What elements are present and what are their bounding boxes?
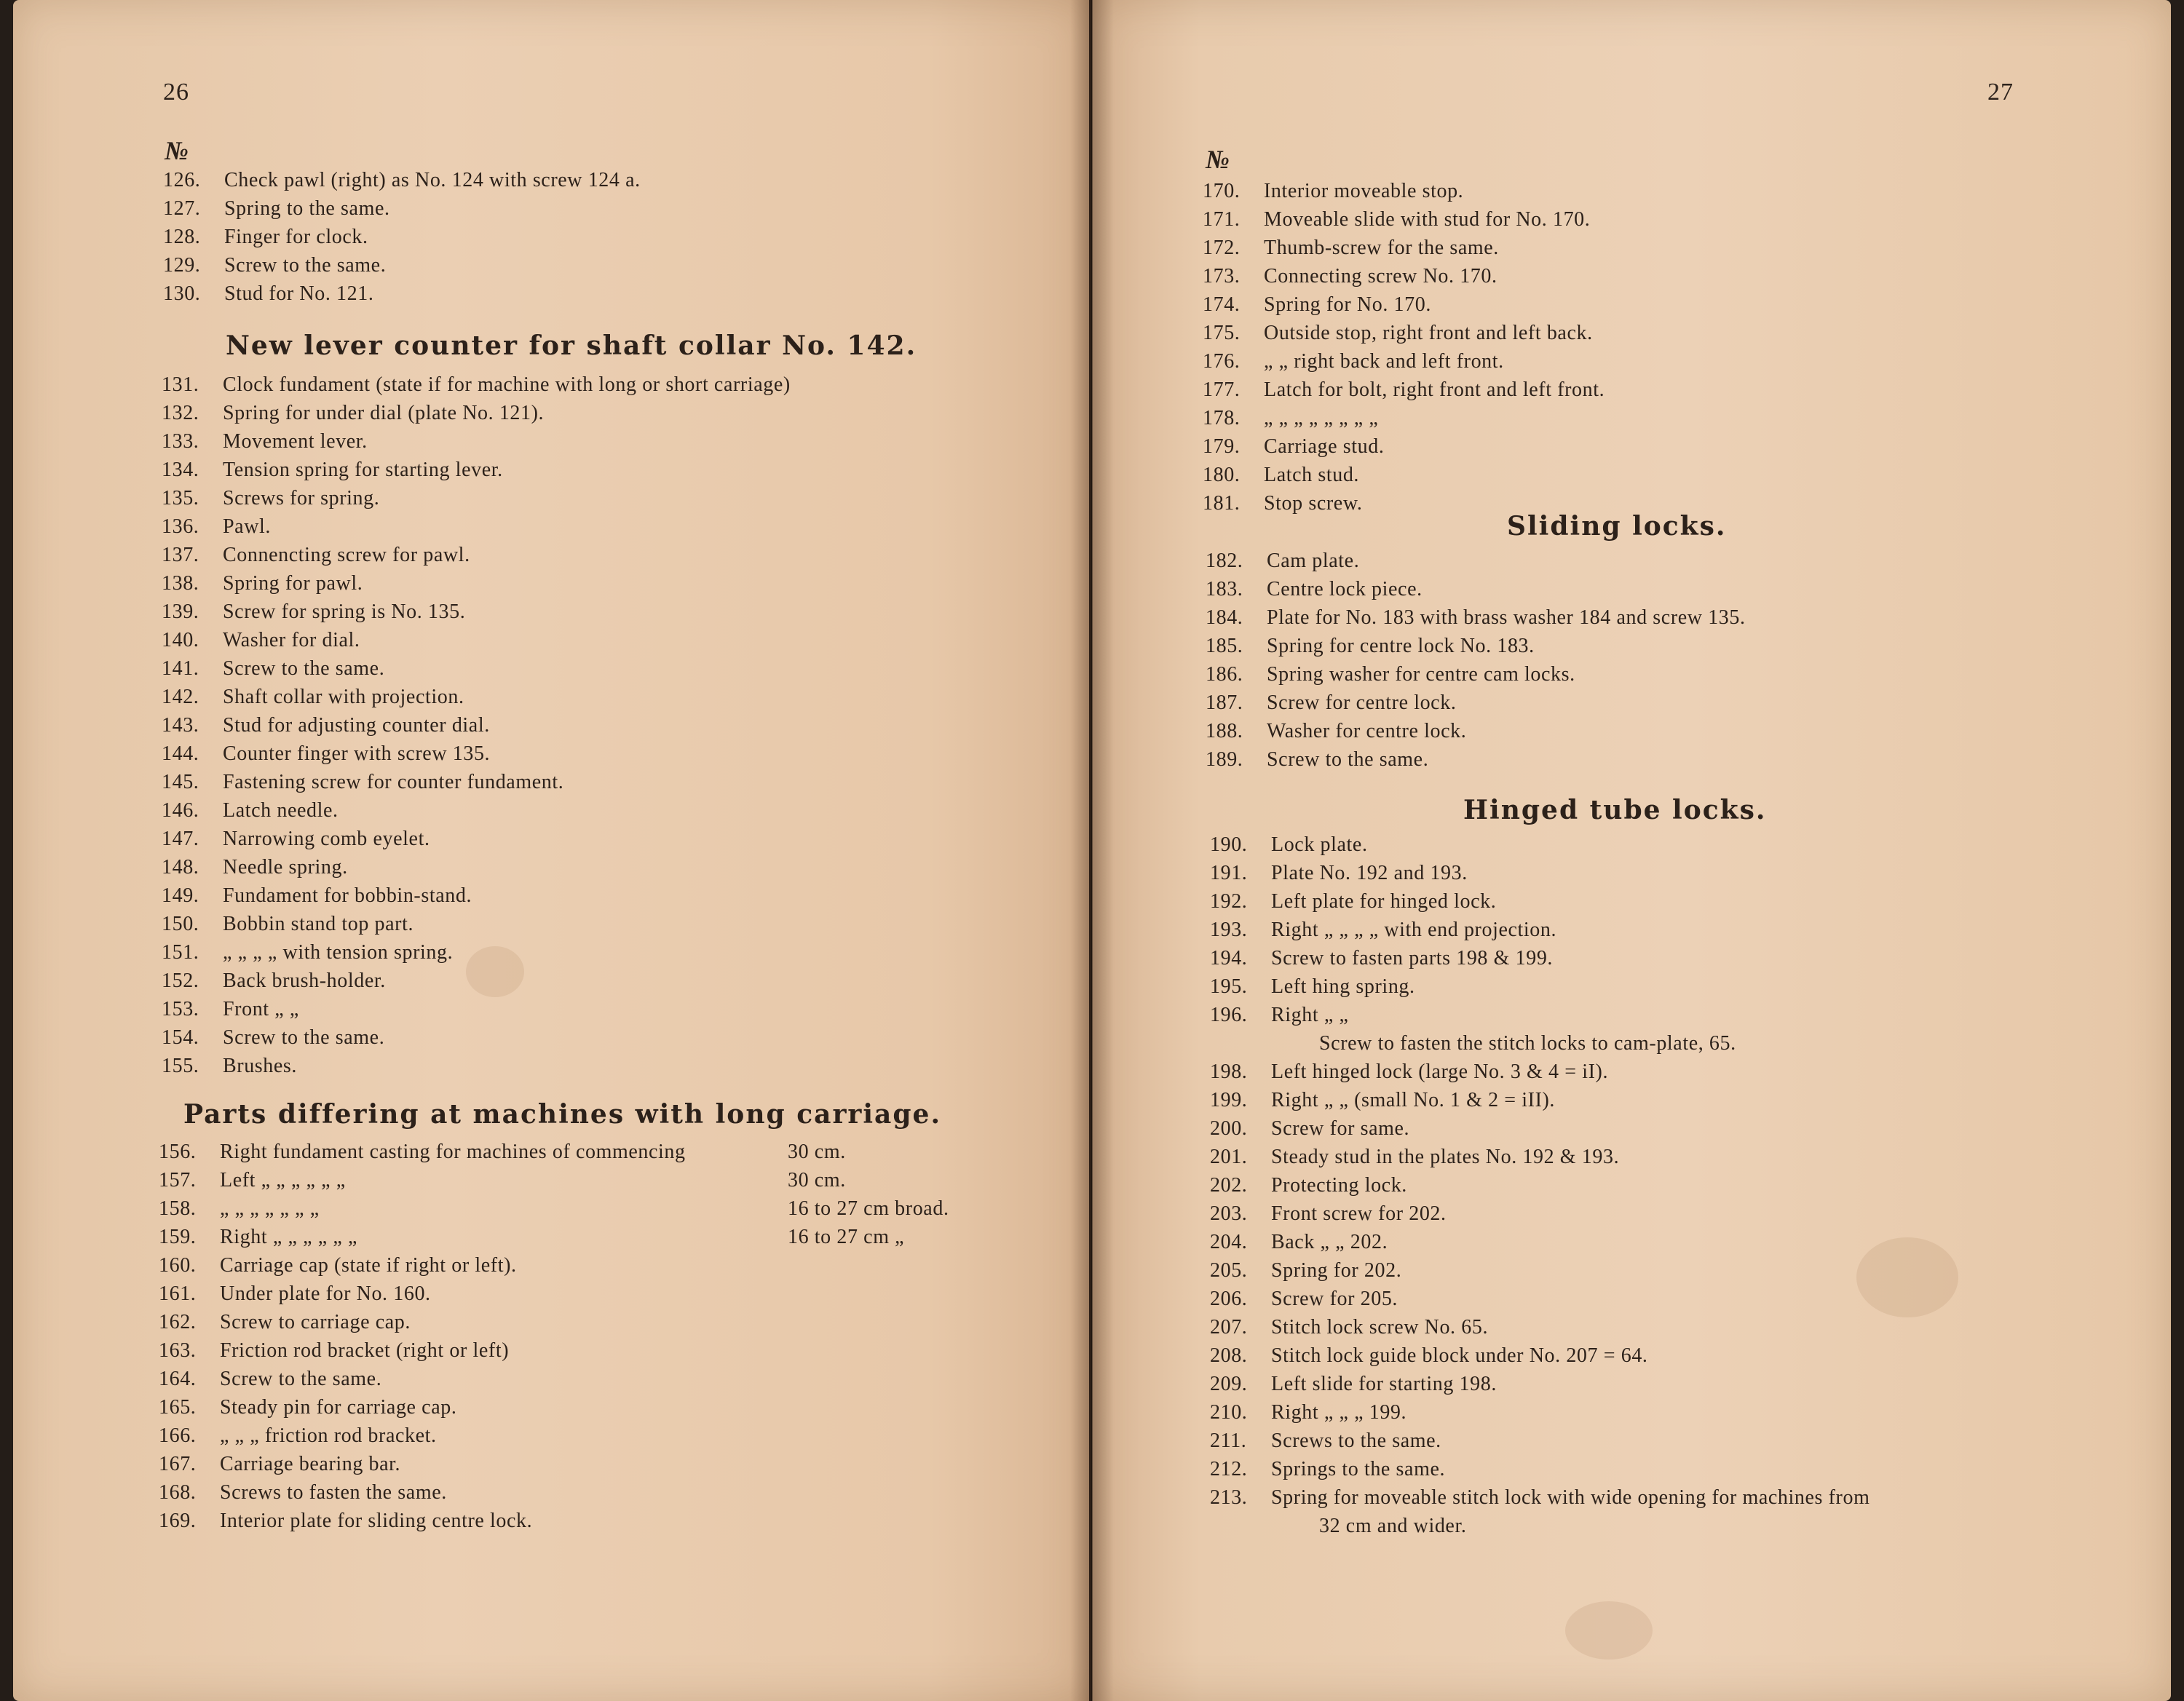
item-description: Pawl. <box>223 515 271 538</box>
list-item <box>162 400 1057 427</box>
item-number: 179. <box>1203 435 1241 458</box>
item-number: 167. <box>159 1453 197 1475</box>
item-description: „ „ „ friction rod bracket. <box>220 1424 437 1447</box>
item-number: 144. <box>162 742 199 765</box>
item-description: Clock fundament (state if for machine with long or short carriage) <box>223 373 791 396</box>
item-description: Latch needle. <box>223 799 339 822</box>
item-number: 152. <box>162 970 199 992</box>
item-description: Screw to the same. <box>1267 748 1429 771</box>
item-description: Fastening screw for counter fundament. <box>223 771 564 793</box>
list-item <box>1210 831 2047 859</box>
list-item <box>162 1052 1057 1080</box>
item-description: Right „ „ (small No. 1 & 2 = iII). <box>1271 1089 1556 1111</box>
list-item <box>1210 1229 2047 1256</box>
item-size: 16 to 27 cm broad. <box>788 1197 949 1220</box>
item-description: Springs to the same. <box>1271 1458 1446 1480</box>
item-description: Tension spring for starting lever. <box>223 459 503 481</box>
item-number: 175. <box>1203 322 1241 344</box>
item-number: 165. <box>159 1396 197 1419</box>
item-description: Interior plate for sliding centre lock. <box>220 1510 533 1532</box>
list-item <box>159 1252 1069 1280</box>
item-description: Screw for spring is No. 135. <box>223 600 466 623</box>
list-item <box>1210 1427 2047 1455</box>
list-item <box>1206 746 2079 774</box>
item-description: Check pawl (right) as No. 124 with screw 124 a. <box>224 169 641 191</box>
item-number: 188. <box>1206 720 1243 742</box>
item-description: Thumb-screw for the same. <box>1264 237 1499 259</box>
item-description: Right fundament casting for machines of commencing <box>220 1141 686 1163</box>
list-item <box>162 570 1057 598</box>
item-number: 137. <box>162 544 199 566</box>
item-number: 176. <box>1203 350 1241 373</box>
list-item <box>1210 1314 2047 1341</box>
list-item <box>1203 291 2076 319</box>
item-description: Spring to the same. <box>224 197 390 220</box>
item-description: Screw to the same. <box>223 657 385 680</box>
item-number: 147. <box>162 828 199 850</box>
list-item <box>159 1195 1069 1223</box>
list-item <box>162 854 1057 881</box>
item-number: 154. <box>162 1026 199 1049</box>
list-item <box>163 252 1037 279</box>
list-item <box>163 195 1037 223</box>
item-number: 134. <box>162 459 199 481</box>
item-number: 159. <box>159 1226 197 1248</box>
list-item <box>1210 1172 2047 1200</box>
item-number: 171. <box>1203 208 1241 231</box>
item-number: 166. <box>159 1424 197 1447</box>
list-item <box>1210 1087 2047 1114</box>
list-item <box>159 1309 1069 1336</box>
item-description: Screw to the same. <box>220 1368 382 1390</box>
item-number: 126. <box>163 169 201 191</box>
item-number: 213. <box>1210 1486 1248 1509</box>
item-number: 155. <box>162 1055 199 1077</box>
item-description: Right „ „ „ „ „ „ <box>220 1226 358 1248</box>
list-item <box>159 1451 1069 1478</box>
page-number-right: 27 <box>1987 79 2014 106</box>
list-item <box>162 996 1057 1023</box>
item-number: 138. <box>162 572 199 595</box>
item-number: 168. <box>159 1481 197 1504</box>
section-heading-sliding-locks: Sliding locks. <box>1507 511 1727 542</box>
item-number: 187. <box>1206 691 1243 714</box>
item-number: 136. <box>162 515 199 538</box>
item-number: 209. <box>1210 1373 1248 1395</box>
item-description: Steady pin for carriage cap. <box>220 1396 457 1419</box>
item-number: 195. <box>1210 975 1248 998</box>
item-description: „ „ right back and left front. <box>1264 350 1504 373</box>
item-number: 207. <box>1210 1316 1248 1339</box>
list-item <box>1210 1200 2047 1228</box>
list-item <box>159 1167 1069 1194</box>
item-number: 163. <box>159 1339 197 1362</box>
item-description: Screw to the same. <box>223 1026 385 1049</box>
list-item <box>159 1337 1069 1365</box>
list-item <box>1210 1342 2047 1370</box>
list-item <box>1210 1512 2047 1540</box>
list-item <box>163 223 1037 251</box>
item-number: 131. <box>162 373 199 396</box>
item-number: 164. <box>159 1368 197 1390</box>
section-heading-long-carriage: Parts differing at machines with long carriage. <box>183 1099 941 1130</box>
list-item <box>159 1224 1069 1251</box>
list-item <box>162 456 1057 484</box>
list-item <box>1206 576 2079 603</box>
list-item <box>163 280 1037 308</box>
item-description: Right „ „ <box>1271 1004 1349 1026</box>
item-number: 161. <box>159 1282 197 1305</box>
item-description: Connecting screw No. 170. <box>1264 265 1497 288</box>
item-description: Narrowing comb eyelet. <box>223 828 430 850</box>
book-gutter <box>1070 0 1114 1701</box>
item-number: 191. <box>1210 862 1248 884</box>
item-description: Back „ „ 202. <box>1271 1231 1388 1253</box>
item-number: 139. <box>162 600 199 623</box>
item-description: Protecting lock. <box>1271 1174 1407 1197</box>
list-item <box>1210 1371 2047 1398</box>
item-description: Shaft collar with projection. <box>223 686 464 708</box>
list-item <box>159 1365 1069 1393</box>
item-description: Back brush-holder. <box>223 970 386 992</box>
item-description: Screw to carriage cap. <box>220 1311 411 1333</box>
item-description: Latch stud. <box>1264 464 1360 486</box>
item-description: Outside stop, right front and left back. <box>1264 322 1593 344</box>
list-item <box>162 598 1057 626</box>
list-item <box>1210 1002 2047 1029</box>
item-number: 143. <box>162 714 199 737</box>
list-item <box>1206 718 2079 745</box>
item-number: 146. <box>162 799 199 822</box>
item-number: 181. <box>1203 492 1241 515</box>
list-item <box>1206 633 2079 660</box>
item-description: Left plate for hinged lock. <box>1271 890 1497 913</box>
item-number: 145. <box>162 771 199 793</box>
page-number-left: 26 <box>163 79 189 106</box>
item-description: Left hinged lock (large No. 3 & 4 = iI). <box>1271 1060 1609 1083</box>
list-item <box>162 513 1057 541</box>
item-description: Screw to fasten parts 198 & 199. <box>1271 947 1554 970</box>
item-description: Counter finger with screw 135. <box>223 742 491 765</box>
list-item <box>1210 1456 2047 1483</box>
list-item <box>1203 433 2076 461</box>
item-number: 173. <box>1203 265 1241 288</box>
item-description: Screw for same. <box>1271 1117 1410 1140</box>
section-heading-new-lever-counter: New lever counter for shaft collar No. 142. <box>226 330 917 361</box>
item-number: 199. <box>1210 1089 1248 1111</box>
item-description: Under plate for No. 160. <box>220 1282 431 1305</box>
item-number: 148. <box>162 856 199 879</box>
item-number: 198. <box>1210 1060 1248 1083</box>
item-description: Front screw for 202. <box>1271 1202 1447 1225</box>
item-number: 156. <box>159 1141 197 1163</box>
list-item <box>162 882 1057 910</box>
item-number: 201. <box>1210 1146 1248 1168</box>
item-number: 169. <box>159 1510 197 1532</box>
item-number: 194. <box>1210 947 1248 970</box>
item-description: „ „ „ „ „ „ „ „ <box>1264 407 1379 429</box>
item-number: 180. <box>1203 464 1241 486</box>
list-item <box>1210 1058 2047 1086</box>
item-description: Right „ „ „ „ with end projection. <box>1271 919 1557 941</box>
item-number: 128. <box>163 226 201 248</box>
section-heading-hinged-tube-locks: Hinged tube locks. <box>1463 795 1767 825</box>
list-item <box>1210 1257 2047 1285</box>
item-number: 205. <box>1210 1259 1248 1282</box>
item-number: 174. <box>1203 293 1241 316</box>
item-number: 190. <box>1210 833 1248 856</box>
list-item <box>1206 661 2079 689</box>
list-item <box>162 769 1057 796</box>
list-item <box>1210 1285 2047 1313</box>
item-number: 208. <box>1210 1344 1248 1367</box>
item-number: 196. <box>1210 1004 1248 1026</box>
list-item <box>1210 1115 2047 1143</box>
item-number: 157. <box>159 1169 197 1192</box>
list-item <box>162 485 1057 512</box>
item-description: Carriage stud. <box>1264 435 1385 458</box>
item-number: 149. <box>162 884 199 907</box>
item-description: Stud for adjusting counter dial. <box>223 714 490 737</box>
item-number: 172. <box>1203 237 1241 259</box>
item-description: Moveable slide with stud for No. 170. <box>1264 208 1591 231</box>
item-description: Movement lever. <box>223 430 368 453</box>
list-item <box>162 967 1057 995</box>
list-item <box>1203 461 2076 489</box>
item-number: 127. <box>163 197 201 220</box>
item-description: Screws to fasten the same. <box>220 1481 447 1504</box>
item-number: 186. <box>1206 663 1243 686</box>
item-description: Friction rod bracket (right or left) <box>220 1339 510 1362</box>
list-item <box>1210 860 2047 887</box>
list-item <box>162 371 1057 399</box>
item-number: 140. <box>162 629 199 651</box>
list-item <box>162 655 1057 683</box>
item-description: Stitch lock guide block under No. 207 = 64. <box>1271 1344 1648 1367</box>
list-item <box>1206 689 2079 717</box>
item-description: Left slide for starting 198. <box>1271 1373 1497 1395</box>
item-number: 202. <box>1210 1174 1248 1197</box>
list-item <box>1210 1143 2047 1171</box>
item-number: 151. <box>162 941 199 964</box>
item-description: 32 cm and wider. <box>1319 1515 1467 1537</box>
item-description: Spring for No. 170. <box>1264 293 1431 316</box>
list-item <box>1210 973 2047 1001</box>
item-number: 212. <box>1210 1458 1248 1480</box>
list-item <box>162 542 1057 569</box>
item-number: 178. <box>1203 407 1241 429</box>
list-item <box>1210 1399 2047 1427</box>
item-description: Brushes. <box>223 1055 298 1077</box>
item-description: Spring for moveable stitch lock with wide opening for machines from <box>1271 1486 1870 1509</box>
list-item <box>162 911 1057 938</box>
item-description: Centre lock piece. <box>1267 578 1423 600</box>
list-item <box>159 1280 1069 1308</box>
list-item <box>162 740 1057 768</box>
item-description: Right „ „ „ 199. <box>1271 1401 1407 1424</box>
item-number: 133. <box>162 430 199 453</box>
item-description: Screw to fasten the stitch locks to cam-plate, 65. <box>1319 1032 1736 1055</box>
item-description: Left hing spring. <box>1271 975 1415 998</box>
list-item <box>159 1394 1069 1422</box>
list-item <box>162 712 1057 740</box>
item-number: 158. <box>159 1197 197 1220</box>
item-description: Plate for No. 183 with brass washer 184 and screw 135. <box>1267 606 1746 629</box>
item-description: Front „ „ <box>223 998 299 1020</box>
item-number: 135. <box>162 487 199 509</box>
list-item <box>1210 1030 2047 1058</box>
list-item <box>1203 376 2076 404</box>
item-number: 211. <box>1210 1430 1247 1452</box>
list-item <box>1210 916 2047 944</box>
item-size: 30 cm. <box>788 1141 846 1163</box>
item-description: Washer for dial. <box>223 629 360 651</box>
item-size: 16 to 27 cm „ <box>788 1226 905 1248</box>
number-sign-right: № <box>1206 145 1230 174</box>
item-description: Cam plate. <box>1267 550 1360 572</box>
item-number: 184. <box>1206 606 1243 629</box>
item-description: Fundament for bobbin-stand. <box>223 884 472 907</box>
item-description: Lock plate. <box>1271 833 1368 856</box>
item-number: 203. <box>1210 1202 1248 1225</box>
item-number: 130. <box>163 282 201 305</box>
item-description: Plate No. 192 and 193. <box>1271 862 1468 884</box>
list-item <box>162 428 1057 456</box>
list-item <box>1206 547 2079 575</box>
number-sign-left: № <box>165 136 189 165</box>
list-item <box>1203 178 2076 205</box>
item-description: Spring for pawl. <box>223 572 363 595</box>
list-item <box>1203 348 2076 376</box>
item-description: Latch for bolt, right front and left front. <box>1264 378 1605 401</box>
item-description: „ „ „ „ „ „ „ <box>220 1197 320 1220</box>
item-number: 185. <box>1206 635 1243 657</box>
list-item <box>162 627 1057 654</box>
item-number: 132. <box>162 402 199 424</box>
item-description: Screws for spring. <box>223 487 380 509</box>
list-item <box>159 1479 1069 1507</box>
item-number: 141. <box>162 657 199 680</box>
item-description: Spring for 202. <box>1271 1259 1402 1282</box>
list-item <box>1206 604 2079 632</box>
item-description: Stop screw. <box>1264 492 1363 515</box>
item-description: Bobbin stand top part. <box>223 913 414 935</box>
item-number: 177. <box>1203 378 1241 401</box>
item-number: 150. <box>162 913 199 935</box>
list-item <box>1210 1484 2047 1512</box>
paper-stain <box>1565 1601 1653 1660</box>
item-description: Left „ „ „ „ „ „ <box>220 1169 346 1192</box>
item-description: Screw for centre lock. <box>1267 691 1457 714</box>
list-item <box>162 683 1057 711</box>
item-number: 160. <box>159 1254 197 1277</box>
item-description: Stitch lock screw No. 65. <box>1271 1316 1489 1339</box>
item-description: Finger for clock. <box>224 226 368 248</box>
list-item <box>1210 888 2047 916</box>
list-item <box>162 1024 1057 1052</box>
list-item <box>162 825 1057 853</box>
item-number: 183. <box>1206 578 1243 600</box>
list-item <box>159 1422 1069 1450</box>
list-item <box>1210 945 2047 972</box>
item-number: 170. <box>1203 180 1241 202</box>
list-item <box>159 1138 1069 1166</box>
item-description: Connencting screw for pawl. <box>223 544 470 566</box>
item-number: 142. <box>162 686 199 708</box>
item-description: Screws to the same. <box>1271 1430 1441 1452</box>
list-item <box>1203 263 2076 290</box>
item-description: Carriage bearing bar. <box>220 1453 401 1475</box>
item-number: 189. <box>1206 748 1243 771</box>
item-description: Interior moveable stop. <box>1264 180 1464 202</box>
item-description: Spring for centre lock No. 183. <box>1267 635 1535 657</box>
item-number: 153. <box>162 998 199 1020</box>
item-description: Washer for centre lock. <box>1267 720 1467 742</box>
list-item <box>1203 405 2076 432</box>
item-number: 162. <box>159 1311 197 1333</box>
item-number: 182. <box>1206 550 1243 572</box>
item-description: Stud for No. 121. <box>224 282 374 305</box>
item-size: 30 cm. <box>788 1169 846 1192</box>
item-number: 204. <box>1210 1231 1248 1253</box>
list-item <box>159 1507 1069 1535</box>
item-description: Steady stud in the plates No. 192 & 193. <box>1271 1146 1620 1168</box>
list-item <box>162 797 1057 825</box>
item-description: Screw to the same. <box>224 254 387 277</box>
item-description: Carriage cap (state if right or left). <box>220 1254 517 1277</box>
list-item <box>1203 234 2076 262</box>
item-description: „ „ „ „ with tension spring. <box>223 941 454 964</box>
list-item <box>162 939 1057 967</box>
list-item <box>1203 206 2076 234</box>
item-description: Needle spring. <box>223 856 348 879</box>
list-item <box>163 167 1037 194</box>
item-number: 193. <box>1210 919 1248 941</box>
list-item <box>1203 320 2076 347</box>
item-description: Screw for 205. <box>1271 1288 1398 1310</box>
item-description: Spring washer for centre cam locks. <box>1267 663 1575 686</box>
item-description: Spring for under dial (plate No. 121). <box>223 402 545 424</box>
item-number: 129. <box>163 254 201 277</box>
item-number: 210. <box>1210 1401 1248 1424</box>
item-number: 200. <box>1210 1117 1248 1140</box>
item-number: 192. <box>1210 890 1248 913</box>
item-number: 206. <box>1210 1288 1248 1310</box>
